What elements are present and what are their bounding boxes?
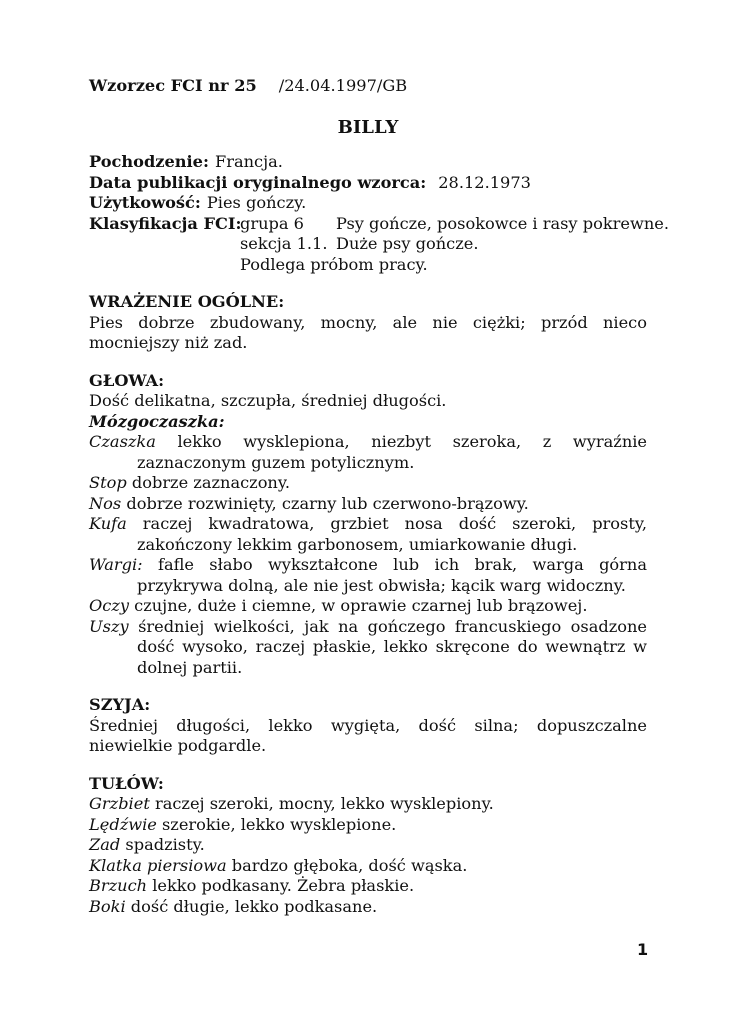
pubdate-value: 28.12.1973 xyxy=(438,172,531,192)
origin-value: Francja. xyxy=(214,152,283,171)
standard-date: /24.04.1997/GB xyxy=(278,76,408,95)
head-text: Dość delikatna, szczupła, średniej długości. xyxy=(89,391,447,410)
list-item xyxy=(89,555,647,596)
list-item xyxy=(89,856,647,877)
list-item xyxy=(89,432,647,473)
list-item xyxy=(89,835,647,856)
item-text: dobrze rozwinięty, czarny lub czerwono-brązowy. xyxy=(121,493,529,513)
item-term: Oczy xyxy=(89,596,130,615)
usage-line xyxy=(89,193,647,214)
head-heading: GŁOWA: xyxy=(89,370,165,390)
classification-note: Podlega próbom pracy. xyxy=(240,254,428,274)
body-heading: TUŁÓW: xyxy=(89,773,164,793)
pubdate-line xyxy=(89,173,647,194)
item-term: Grzbiet xyxy=(89,794,150,813)
item-term: Nos xyxy=(89,493,122,513)
general-heading: WRAŻENIE OGÓLNE: xyxy=(89,292,285,311)
item-term: Zad xyxy=(89,835,121,854)
classification-block xyxy=(89,213,669,276)
list-item xyxy=(89,815,647,836)
item-term: Czaszka xyxy=(89,432,156,451)
classification-group-desc: Psy gończe, posokowce i rasy pokrewne. xyxy=(336,213,669,233)
list-item xyxy=(89,794,647,815)
page-number: 1 xyxy=(637,940,649,959)
classification-section-desc: Duże psy gończe. xyxy=(336,234,479,253)
list-item xyxy=(89,617,647,679)
skull-heading: Mózgoczaszka: xyxy=(89,411,225,431)
document-header xyxy=(89,76,647,97)
list-item xyxy=(89,897,647,918)
item-text: fafle słabo wykształcone lub ich brak, warga górna przykrywa dolną, ale nie jest obwisła; kącik warg widoczny. xyxy=(137,555,647,595)
neck-heading: SZYJA: xyxy=(89,695,151,714)
list-item xyxy=(89,596,647,617)
item-text: lekko wysklepiona, niezbyt szeroka, z wyraźnie zaznaczonym guzem potylicznym. xyxy=(137,432,647,472)
neck-text: Średniej długości, lekko wygięta, dość silna; dopuszczalne niewielkie podgardle. xyxy=(89,715,647,755)
item-term: Uszy xyxy=(89,616,129,636)
list-item xyxy=(89,876,647,897)
item-term: Boki xyxy=(89,896,126,916)
item-term: Wargi: xyxy=(89,555,143,574)
item-text: dobrze zaznaczony. xyxy=(126,473,290,492)
pubdate-label: Data publikacji oryginalnego wzorca: xyxy=(89,172,427,192)
item-text: bardzo głęboka, dość wąska. xyxy=(226,855,468,875)
item-text: lekko podkasany. Żebra płaskie. xyxy=(147,876,415,895)
classification-group: grupa 6 xyxy=(240,213,304,233)
usage-value: Pies gończy. xyxy=(206,193,307,212)
origin-label: Pochodzenie: xyxy=(89,152,209,171)
item-term: Brzuch xyxy=(89,876,148,895)
item-text: średniej wielkości, jak na gończego francuskiego osadzone dość wysoko, raczej płaskie, lekko skręcone do wewnątrz w dolnej partii. xyxy=(128,616,647,677)
body-items xyxy=(89,794,647,917)
general-text: Pies dobrze zbudowany, mocny, ale nie ciężki; przód nieco mocniejszy niż zad. xyxy=(89,312,647,352)
list-item xyxy=(89,514,647,555)
item-term: Stop xyxy=(89,473,127,492)
breed-title: BILLY xyxy=(337,116,399,138)
item-text: czujne, duże i ciemne, w oprawie czarnej lub brązowej. xyxy=(129,596,588,615)
usage-label: Użytkowość: xyxy=(89,193,201,212)
item-term: Kufa xyxy=(89,514,127,533)
classification-label: Klasyfikacja FCI: xyxy=(89,213,242,233)
item-text: szerokie, lekko wysklepione. xyxy=(156,814,397,834)
standard-number: Wzorzec FCI nr 25 xyxy=(89,76,257,95)
item-text: raczej szeroki, mocny, lekko wysklepiony. xyxy=(149,794,494,813)
list-item xyxy=(89,473,647,494)
classification-section: sekcja 1.1. xyxy=(240,234,328,253)
list-item xyxy=(89,494,647,515)
item-term: Lędźwie xyxy=(89,814,157,834)
item-term: Klatka piersiowa xyxy=(89,855,227,875)
origin-line xyxy=(89,152,647,173)
item-text: raczej kwadratowa, grzbiet nosa dość szeroki, prosty, zakończony lekkim garbonosem, umiarkowanie długi. xyxy=(126,514,647,554)
item-text: dość długie, lekko podkasane. xyxy=(125,896,378,916)
document-page xyxy=(89,76,669,917)
head-items xyxy=(89,432,647,678)
item-text: spadzisty. xyxy=(120,835,205,854)
